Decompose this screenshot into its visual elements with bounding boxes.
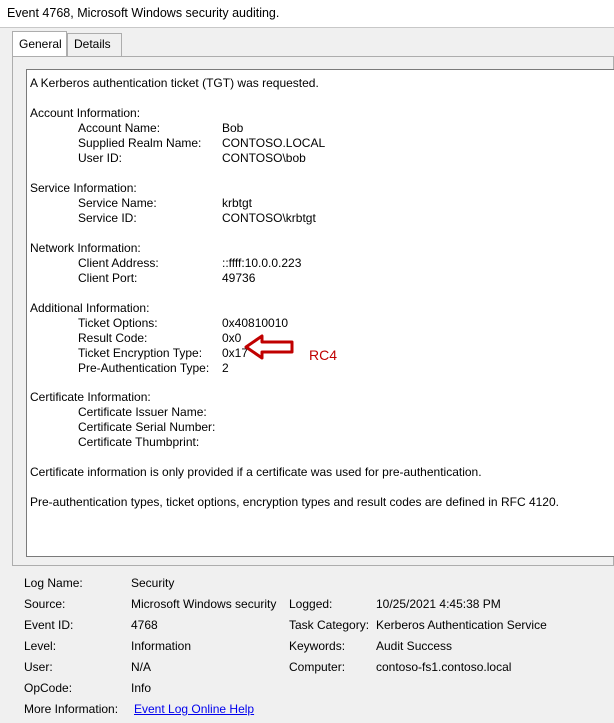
log-name-label: Log Name: — [24, 576, 83, 590]
realm-name-label: Supplied Realm Name: — [78, 136, 202, 150]
keywords-value: Audit Success — [376, 639, 453, 653]
service-id-label: Service ID: — [78, 211, 137, 225]
client-port-value: 49736 — [222, 271, 256, 285]
log-name-value: Security — [131, 576, 175, 590]
tab-general[interactable]: General — [12, 31, 67, 56]
certificate-note: Certificate information is only provided if a certificate was used for pre-authentication. — [30, 465, 482, 479]
event-id-value: 4768 — [131, 618, 158, 632]
client-address-value: ::ffff:10.0.0.223 — [222, 256, 302, 270]
event-id-label: Event ID: — [24, 618, 74, 632]
user-id-label: User ID: — [78, 151, 123, 165]
more-info-label: More Information: — [24, 702, 119, 716]
service-heading: Service Information: — [30, 181, 137, 195]
message-intro: A Kerberos authentication ticket (TGT) was requested. — [30, 76, 319, 90]
user-value: N/A — [131, 660, 152, 674]
result-code-label: Result Code: — [78, 331, 148, 345]
additional-heading: Additional Information: — [30, 301, 150, 315]
source-label: Source: — [24, 597, 66, 611]
task-category-label: Task Category: — [289, 618, 370, 632]
opcode-value: Info — [131, 681, 152, 695]
preauth-type-label: Pre-Authentication Type: — [78, 361, 210, 375]
preauth-type-value: 2 — [222, 361, 229, 375]
encryption-type-label: Ticket Encryption Type: — [78, 346, 203, 360]
client-address-label: Client Address: — [78, 256, 159, 270]
rfc-note: Pre-authentication types, ticket options, encryption types and result codes are defined in RFC 4120. — [30, 495, 559, 509]
account-heading: Account Information: — [30, 106, 141, 120]
account-name-label: Account Name: — [78, 121, 161, 135]
computer-value: contoso-fs1.contoso.local — [376, 660, 512, 674]
source-value: Microsoft Windows security — [131, 597, 277, 611]
cert-issuer-label: Certificate Issuer Name: — [78, 405, 207, 419]
logged-label: Logged: — [289, 597, 333, 611]
keywords-label: Keywords: — [289, 639, 346, 653]
cert-thumbprint-label: Certificate Thumbprint: — [78, 435, 200, 449]
user-label: User: — [24, 660, 53, 674]
service-name-label: Service Name: — [78, 196, 157, 210]
left-arrow-icon — [244, 334, 296, 360]
window-title: Event 4768, Microsoft Windows security auditing. — [0, 0, 614, 28]
opcode-label: OpCode: — [24, 681, 73, 695]
client-port-label: Client Port: — [78, 271, 138, 285]
logged-value: 10/25/2021 4:45:38 PM — [376, 597, 501, 611]
rc4-annotation: RC4 — [309, 347, 338, 363]
task-category-value: Kerberos Authentication Service — [376, 618, 547, 632]
cert-serial-label: Certificate Serial Number: — [78, 420, 216, 434]
encryption-type-value: 0x17 — [222, 346, 249, 360]
general-tab-panel — [12, 56, 614, 566]
service-name-value: krbtgt — [222, 196, 253, 210]
computer-label: Computer: — [289, 660, 346, 674]
ticket-options-label: Ticket Options: — [78, 316, 158, 330]
tab-details[interactable]: Details — [67, 33, 122, 56]
event-description-textbox[interactable] — [26, 69, 614, 557]
service-id-value: CONTOSO\krbtgt — [222, 211, 316, 225]
level-value: Information — [131, 639, 192, 653]
network-heading: Network Information: — [30, 241, 141, 255]
result-code-value: 0x0 — [222, 331, 242, 345]
event-log-online-help-link[interactable]: Event Log Online Help — [134, 702, 255, 716]
certificate-heading: Certificate Information: — [30, 390, 151, 404]
account-name-value: Bob — [222, 121, 244, 135]
level-label: Level: — [24, 639, 57, 653]
ticket-options-value: 0x40810010 — [222, 316, 289, 330]
realm-name-value: CONTOSO.LOCAL — [222, 136, 326, 150]
user-id-value: CONTOSO\bob — [222, 151, 306, 165]
